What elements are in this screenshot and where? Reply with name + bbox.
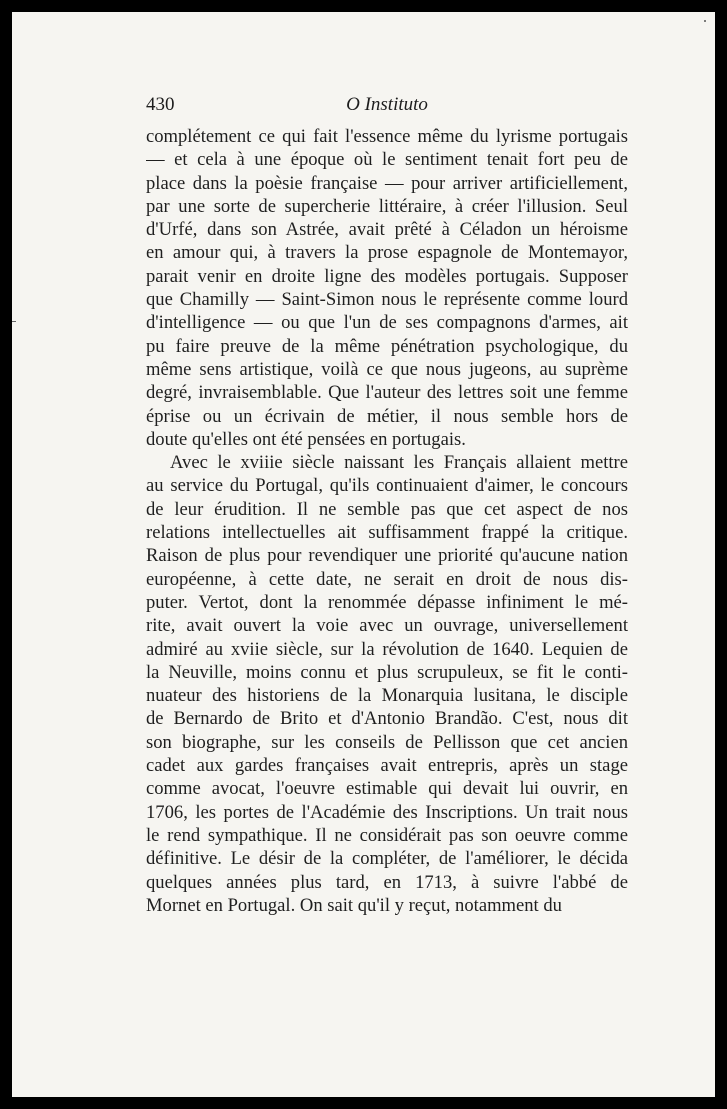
margin-mark	[12, 321, 16, 322]
text-line: d'Urfé, dans son Astrée, avait prêté à Céladon un héroisme	[146, 219, 628, 241]
text-line: relations intellectuelles ait suffisamment frappé la critique.	[146, 522, 628, 544]
running-title: O Instituto	[346, 94, 428, 115]
text-line: que Chamilly — Saint-Simon nous le représente comme lourd	[146, 289, 628, 311]
text-line: le rend sympathique. Il ne considérait pas son oeuvre comme	[146, 824, 628, 846]
text-line: comme avocat, l'oeuvre estimable qui devait lui ouvrir, en	[146, 778, 628, 800]
page-number: 430	[146, 94, 175, 115]
text-line: 1706, les portes de l'Académie des Inscriptions. Un trait nous	[146, 801, 628, 823]
text-line: au service du Portugal, qu'ils continuaient d'aimer, le concours	[146, 475, 628, 497]
text-line: — et cela à une époque où le sentiment tenait fort peu de	[146, 149, 628, 171]
text-line: Mornet en Portugal. On sait qu'il y reçut, notamment du	[146, 894, 562, 916]
text-line: pu faire preuve de la même pénétration psychologique, du	[146, 335, 628, 357]
text-line: en amour qui, à travers la prose espagnole de Montemayor,	[146, 242, 628, 264]
text-line: de Bernardo de Brito et d'Antonio Brandão. C'est, nous dit	[146, 708, 628, 730]
text-line: admiré au xviie siècle, sur la révolution de 1640. Lequien de	[146, 638, 628, 660]
text-line: éprise ou un écrivain de métier, il nous semble hors de	[146, 405, 628, 427]
text-line: place dans la poèsie française — pour arriver artificiellement,	[146, 172, 628, 194]
text-line: d'intelligence — ou que l'un de ses compagnons d'armes, ait	[146, 312, 628, 334]
page-header	[146, 92, 628, 122]
text-line: même sens artistique, voilà ce que nous jugeons, au suprème	[146, 358, 628, 380]
text-line: par une sorte de supercherie littéraire, à créer l'illusion. Seul	[146, 195, 628, 217]
text-line: son biographe, sur les conseils de Pellisson que cet ancien	[146, 731, 628, 753]
text-line: de leur érudition. Il ne semble pas que cet aspect de nos	[146, 498, 628, 520]
text-line: définitive. Le désir de la compléter, de l'améliorer, le décida	[146, 848, 628, 870]
text-line: degré, invraisemblable. Que l'auteur des lettres soit une femme	[146, 382, 628, 404]
body-text	[146, 125, 628, 917]
document-page	[12, 12, 715, 1097]
text-line: doute qu'elles ont été pensées en portugais.	[146, 428, 466, 450]
text-line: rite, avait ouvert la voie avec un ouvrage, universellement	[146, 615, 628, 637]
text-line: nuateur des historiens de la Monarquia lusitana, le disciple	[146, 685, 628, 707]
text-line: parait venir en droite ligne des modèles portugais. Supposer	[146, 265, 628, 287]
text-line: Avec le xviiie siècle naissant les Français allaient mettre	[170, 452, 628, 474]
text-line: Raison de plus pour revendiquer une priorité qu'aucune nation	[146, 545, 628, 567]
text-line: complétement ce qui fait l'essence même du lyrisme portugais	[146, 126, 628, 147]
text-line: européenne, à cette date, ne serait en droit de nous dis-	[146, 568, 628, 590]
text-line: puter. Vertot, dont la renommée dépasse infiniment le mé-	[146, 591, 628, 613]
text-line: quelques années plus tard, en 1713, à suivre l'abbé de	[146, 871, 628, 893]
text-line: cadet aux gardes françaises avait entrepris, après un stage	[146, 755, 628, 777]
text-line: la Neuville, moins connu et plus scrupuleux, se fit le conti-	[146, 661, 628, 683]
scan-speck	[704, 20, 706, 22]
